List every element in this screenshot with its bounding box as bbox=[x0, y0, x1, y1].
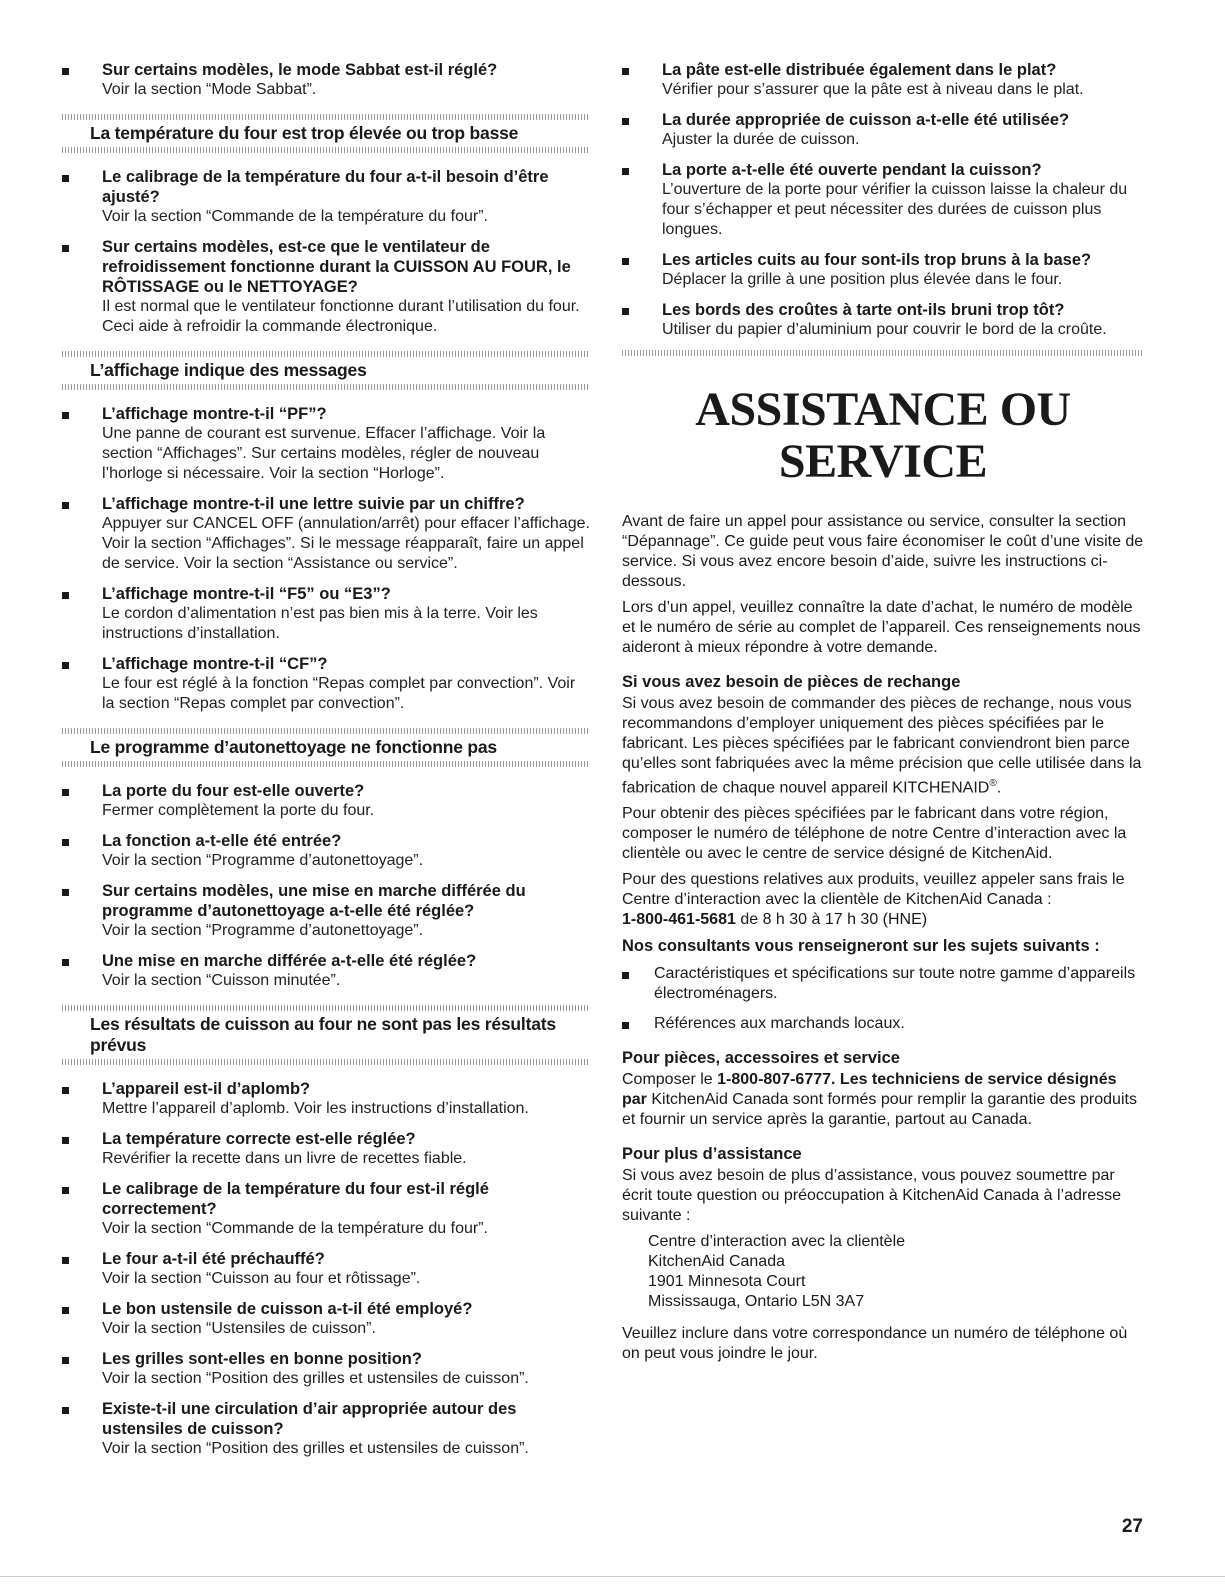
question: La porte du four est-elle ouverte? bbox=[102, 782, 365, 800]
answer: Déplacer la grille à une position plus élevée dans le four. bbox=[662, 271, 1063, 288]
answer: Voir la section “Ustensiles de cuisson”. bbox=[102, 1320, 376, 1337]
address-line: Mississauga, Ontario L5N 3A7 bbox=[648, 1293, 865, 1311]
answer: Voir la section “Position des grilles et ustensiles de cuisson”. bbox=[102, 1370, 529, 1387]
bullet-icon bbox=[62, 1407, 69, 1414]
bullet-icon bbox=[62, 1187, 69, 1194]
question: Les grilles sont-elles en bonne position? bbox=[102, 1350, 422, 1368]
question: L’affichage montre-t-il “PF”? bbox=[102, 405, 327, 423]
right-column bbox=[622, 60, 1144, 1370]
answer: Mettre l’appareil d’aplomb. Voir les instructions d’installation. bbox=[102, 1100, 529, 1117]
bullet-icon bbox=[62, 1257, 69, 1264]
bullet-icon bbox=[62, 789, 69, 796]
answer: Vérifier pour s’assurer que la pâte est à niveau dans le plat. bbox=[662, 81, 1084, 98]
list-item bbox=[622, 110, 1144, 150]
page-number: 27 bbox=[1121, 1516, 1143, 1537]
question: Le four a-t-il été préchauffé? bbox=[102, 1250, 325, 1268]
list-item bbox=[62, 1129, 590, 1169]
divider bbox=[62, 147, 590, 153]
more-help-paragraph: Si vous avez besoin de plus d’assistance, vous pouvez soumettre par écrit toute question ou préoccupation à KitchenAid Canada à l’adresse suivante : bbox=[622, 1167, 1121, 1225]
answer: Revérifier la recette dans un livre de recettes fiable. bbox=[102, 1150, 467, 1167]
bottom-rule bbox=[0, 1576, 1225, 1577]
answer: Voir la section “Position des grilles et ustensiles de cuisson”. bbox=[102, 1440, 529, 1457]
list-item bbox=[622, 964, 1144, 1004]
question: Le calibrage de la température du four est-il réglé correctement? bbox=[102, 1180, 489, 1218]
list-item bbox=[62, 1179, 590, 1239]
parts-paragraph: Pour obtenir des pièces spécifiées par le fabricant dans votre région, composer le numéro de téléphone de notre Centre d’interaction avec la clientèle ou avec le centre de service désigné de KitchenAid. bbox=[622, 805, 1127, 863]
bullet-icon bbox=[622, 308, 629, 315]
question: Sur certains modèles, le mode Sabbat est-il réglé? bbox=[102, 61, 498, 79]
bullet-icon bbox=[622, 118, 629, 125]
section-title: Les résultats de cuisson au four ne sont pas les résultats prévus bbox=[90, 1014, 556, 1055]
address-line: Centre d’interaction avec la clientèle bbox=[648, 1233, 906, 1251]
bullet-icon bbox=[622, 1022, 629, 1029]
list-item bbox=[62, 654, 590, 714]
answer: Voir la section “Commande de la température du four”. bbox=[102, 208, 488, 225]
list-item bbox=[622, 60, 1144, 100]
question: Les bords des croûtes à tarte ont-ils bruni trop tôt? bbox=[662, 301, 1065, 319]
bullet-icon bbox=[62, 889, 69, 896]
answer: Ajuster la durée de cuisson. bbox=[662, 131, 860, 148]
answer: Voir la section “Mode Sabbat”. bbox=[102, 81, 317, 98]
section-title: Le programme d’autonettoyage ne fonctionne pas bbox=[90, 737, 497, 757]
list-item bbox=[62, 781, 590, 821]
answer: Voir la section “Cuisson au four et rôtissage”. bbox=[102, 1270, 421, 1287]
answer: L’ouverture de la porte pour vérifier la cuisson laisse la chaleur du four s’échapper et peut nécessiter des durées de cuisson plus longues. bbox=[662, 181, 1128, 238]
answer: Il est normal que le ventilateur fonctionne durant l’utilisation du four. Ceci aide à refroidir la commande électronique. bbox=[102, 298, 580, 335]
accessories-text: Composer le bbox=[622, 1071, 718, 1089]
list-item bbox=[62, 1249, 590, 1289]
question: L’appareil est-il d’aplomb? bbox=[102, 1080, 311, 1098]
list-item bbox=[622, 160, 1144, 240]
list-item bbox=[622, 1014, 1144, 1034]
title-line-2: SERVICE bbox=[778, 435, 988, 488]
bullet-icon bbox=[62, 959, 69, 966]
bullet-icon bbox=[62, 1087, 69, 1094]
title-line-1: ASSISTANCE OU bbox=[695, 383, 1071, 436]
divider bbox=[622, 350, 1144, 356]
section-title: La température du four est trop élevée ou trop basse bbox=[90, 123, 519, 143]
intro-paragraph: Lors d’un appel, veuillez connaître la date d’achat, le numéro de modèle et le numéro de série au complet de l’appareil. Ces renseignements nous aideront à mieux répondre à votre demande. bbox=[622, 599, 1141, 656]
answer: Fermer complètement la porte du four. bbox=[102, 802, 375, 819]
accessories-text-end: KitchenAid Canada sont formés pour remplir la garantie des produits et fournir un service après la garantie, partout au Canada. bbox=[622, 1091, 1137, 1129]
left-column bbox=[62, 60, 590, 1469]
list-item bbox=[62, 167, 590, 227]
intro-items bbox=[62, 60, 590, 100]
bullet-icon bbox=[62, 592, 69, 599]
question: L’affichage montre-t-il “CF”? bbox=[102, 655, 328, 673]
question: Sur certains modèles, une mise en marche différée du programme d’autonettoyage a-t-elle été réglée? bbox=[102, 882, 526, 920]
bullet-icon bbox=[62, 662, 69, 669]
question: La durée appropriée de cuisson a-t-elle été utilisée? bbox=[662, 111, 1070, 129]
parts-paragraph: Pour des questions relatives aux produits, veuillez appeler sans frais le Centre d’interaction avec la clientèle de KitchenAid Canada : bbox=[622, 871, 1125, 909]
question: La porte a-t-elle été ouverte pendant la cuisson? bbox=[662, 161, 1042, 179]
question: Une mise en marche différée a-t-elle été réglée? bbox=[102, 952, 477, 970]
question: La température correcte est-elle réglée? bbox=[102, 1130, 416, 1148]
answer: Voir la section “Programme d’autonettoyage”. bbox=[102, 852, 424, 869]
registered-mark: ® bbox=[989, 778, 997, 789]
divider bbox=[62, 1059, 590, 1065]
question: L’affichage montre-t-il une lettre suivie par un chiffre? bbox=[102, 495, 525, 513]
accessories-heading: Pour pièces, accessoires et service bbox=[622, 1049, 900, 1068]
bullet-icon bbox=[62, 245, 69, 252]
list-item bbox=[62, 494, 590, 574]
phone-hours: de 8 h 30 à 17 h 30 (HNE) bbox=[735, 911, 928, 929]
bullet-icon bbox=[62, 1137, 69, 1144]
question: Le bon ustensile de cuisson a-t-il été employé? bbox=[102, 1300, 473, 1318]
list-item bbox=[62, 237, 590, 337]
list-item bbox=[62, 584, 590, 644]
bullet-icon bbox=[62, 68, 69, 75]
section-heading bbox=[62, 728, 590, 767]
address-line: KitchenAid Canada bbox=[648, 1253, 785, 1271]
closing-paragraph: Veuillez inclure dans votre correspondance un numéro de téléphone où on peut vous joindre le jour. bbox=[622, 1325, 1128, 1363]
accessories-paragraph bbox=[622, 1070, 1144, 1130]
list-item bbox=[62, 1079, 590, 1119]
section-heading bbox=[62, 351, 590, 390]
divider bbox=[62, 384, 590, 390]
bullet-icon bbox=[62, 502, 69, 509]
list-item bbox=[622, 250, 1144, 290]
bullet-icon bbox=[622, 972, 629, 979]
list-item bbox=[62, 881, 590, 941]
section-heading bbox=[62, 1005, 590, 1065]
page-title bbox=[622, 384, 1144, 488]
accessories-bold-text: 1-800-807-6777. Les techniciens de service désignés par bbox=[622, 1071, 1117, 1109]
bullet-icon bbox=[62, 839, 69, 846]
bullet-icon bbox=[62, 1357, 69, 1364]
answer: Le four est réglé à la fonction “Repas complet par convection”. Voir la section “Repas complet par convection”. bbox=[102, 675, 576, 712]
consultants-heading: Nos consultants vous renseigneront sur les sujets suivants : bbox=[622, 937, 1100, 956]
list-item-text: Références aux marchands locaux. bbox=[654, 1015, 905, 1033]
bullet-icon bbox=[622, 168, 629, 175]
question: La fonction a-t-elle été entrée? bbox=[102, 832, 342, 850]
bullet-icon bbox=[62, 1307, 69, 1314]
list-item bbox=[62, 1399, 590, 1459]
list-item bbox=[62, 404, 590, 484]
list-item bbox=[622, 300, 1144, 340]
section-title: L’affichage indique des messages bbox=[90, 360, 367, 380]
question: Les articles cuits au four sont-ils trop bruns à la base? bbox=[662, 251, 1092, 269]
question: La pâte est-elle distribuée également dans le plat? bbox=[662, 61, 1057, 79]
list-item-text: Caractéristiques et spécifications sur toute notre gamme d’appareils électroménagers. bbox=[654, 965, 1136, 1003]
list-item bbox=[62, 1299, 590, 1339]
answer: Utiliser du papier d’aluminium pour couvrir le bord de la croûte. bbox=[662, 321, 1107, 338]
parts-paragraph bbox=[622, 694, 1144, 798]
bullet-icon bbox=[62, 412, 69, 419]
answer: Appuyer sur CANCEL OFF (annulation/arrêt) pour effacer l’affichage. Voir la section “Affichages”. Si le message réapparaît, faire un appel de service. Voir la section “Assistance ou service”. bbox=[102, 515, 590, 572]
parts-text: Si vous avez besoin de commander des pièces de rechange, nous vous recommandons d’employer uniquement des pièces spécifiées par le fabricant. Les pièces spécifiées par le fabricant conviendront bien parce qu’elles sont fabriquées avec la même précision que celle utilisée dans la fabrication de chaque nouvel appareil KITCHENAID bbox=[622, 695, 1142, 797]
list-item bbox=[62, 60, 590, 100]
bullet-icon bbox=[62, 175, 69, 182]
section-divider bbox=[622, 350, 1144, 356]
answer: Le cordon d’alimentation n’est pas bien mis à la terre. Voir les instructions d’installation. bbox=[102, 605, 538, 642]
answer: Voir la section “Commande de la température du four”. bbox=[102, 1220, 488, 1237]
answer: Voir la section “Cuisson minutée”. bbox=[102, 972, 341, 989]
phone-line bbox=[622, 910, 1144, 930]
question: Sur certains modèles, est-ce que le ventilateur de refroidissement fonctionne durant la CUISSON AU FOUR, le RÔTISSAGE ou le NETTOYAGE? bbox=[102, 238, 571, 296]
parts-text-end: . bbox=[996, 779, 1002, 797]
more-help-heading: Pour plus d’assistance bbox=[622, 1145, 802, 1164]
question: Existe-t-il une circulation d’air appropriée autour des ustensiles de cuisson? bbox=[102, 1400, 517, 1438]
intro-paragraph: Avant de faire un appel pour assistance ou service, consulter la section “Dépannage”. Ce guide peut vous faire économiser le coût d’une visite de service. Si vous avez encore besoin d’aide, suivre les instructions ci-dessous. bbox=[622, 513, 1144, 590]
section-heading bbox=[62, 114, 590, 153]
answer: Une panne de courant est survenue. Effacer l’affichage. Voir la section “Affichages”. Sur certains modèles, régler de nouveau l’horloge si nécessaire. Voir la section “Horloge”. bbox=[102, 425, 546, 482]
list-item bbox=[62, 1349, 590, 1389]
bullet-icon bbox=[622, 68, 629, 75]
phone-number: 1-800-461-5681 bbox=[622, 911, 736, 929]
question: L’affichage montre-t-il “F5” ou “E3”? bbox=[102, 585, 391, 603]
address-line: 1901 Minnesota Court bbox=[648, 1273, 806, 1291]
answer: Voir la section “Programme d’autonettoyage”. bbox=[102, 922, 424, 939]
divider bbox=[62, 761, 590, 767]
bullet-icon bbox=[622, 258, 629, 265]
mailing-address bbox=[622, 1232, 1144, 1312]
parts-heading: Si vous avez besoin de pièces de rechange bbox=[622, 673, 961, 691]
list-item bbox=[62, 951, 590, 991]
list-item bbox=[62, 831, 590, 871]
question: Le calibrage de la température du four a-t-il besoin d’être ajusté? bbox=[102, 168, 549, 206]
